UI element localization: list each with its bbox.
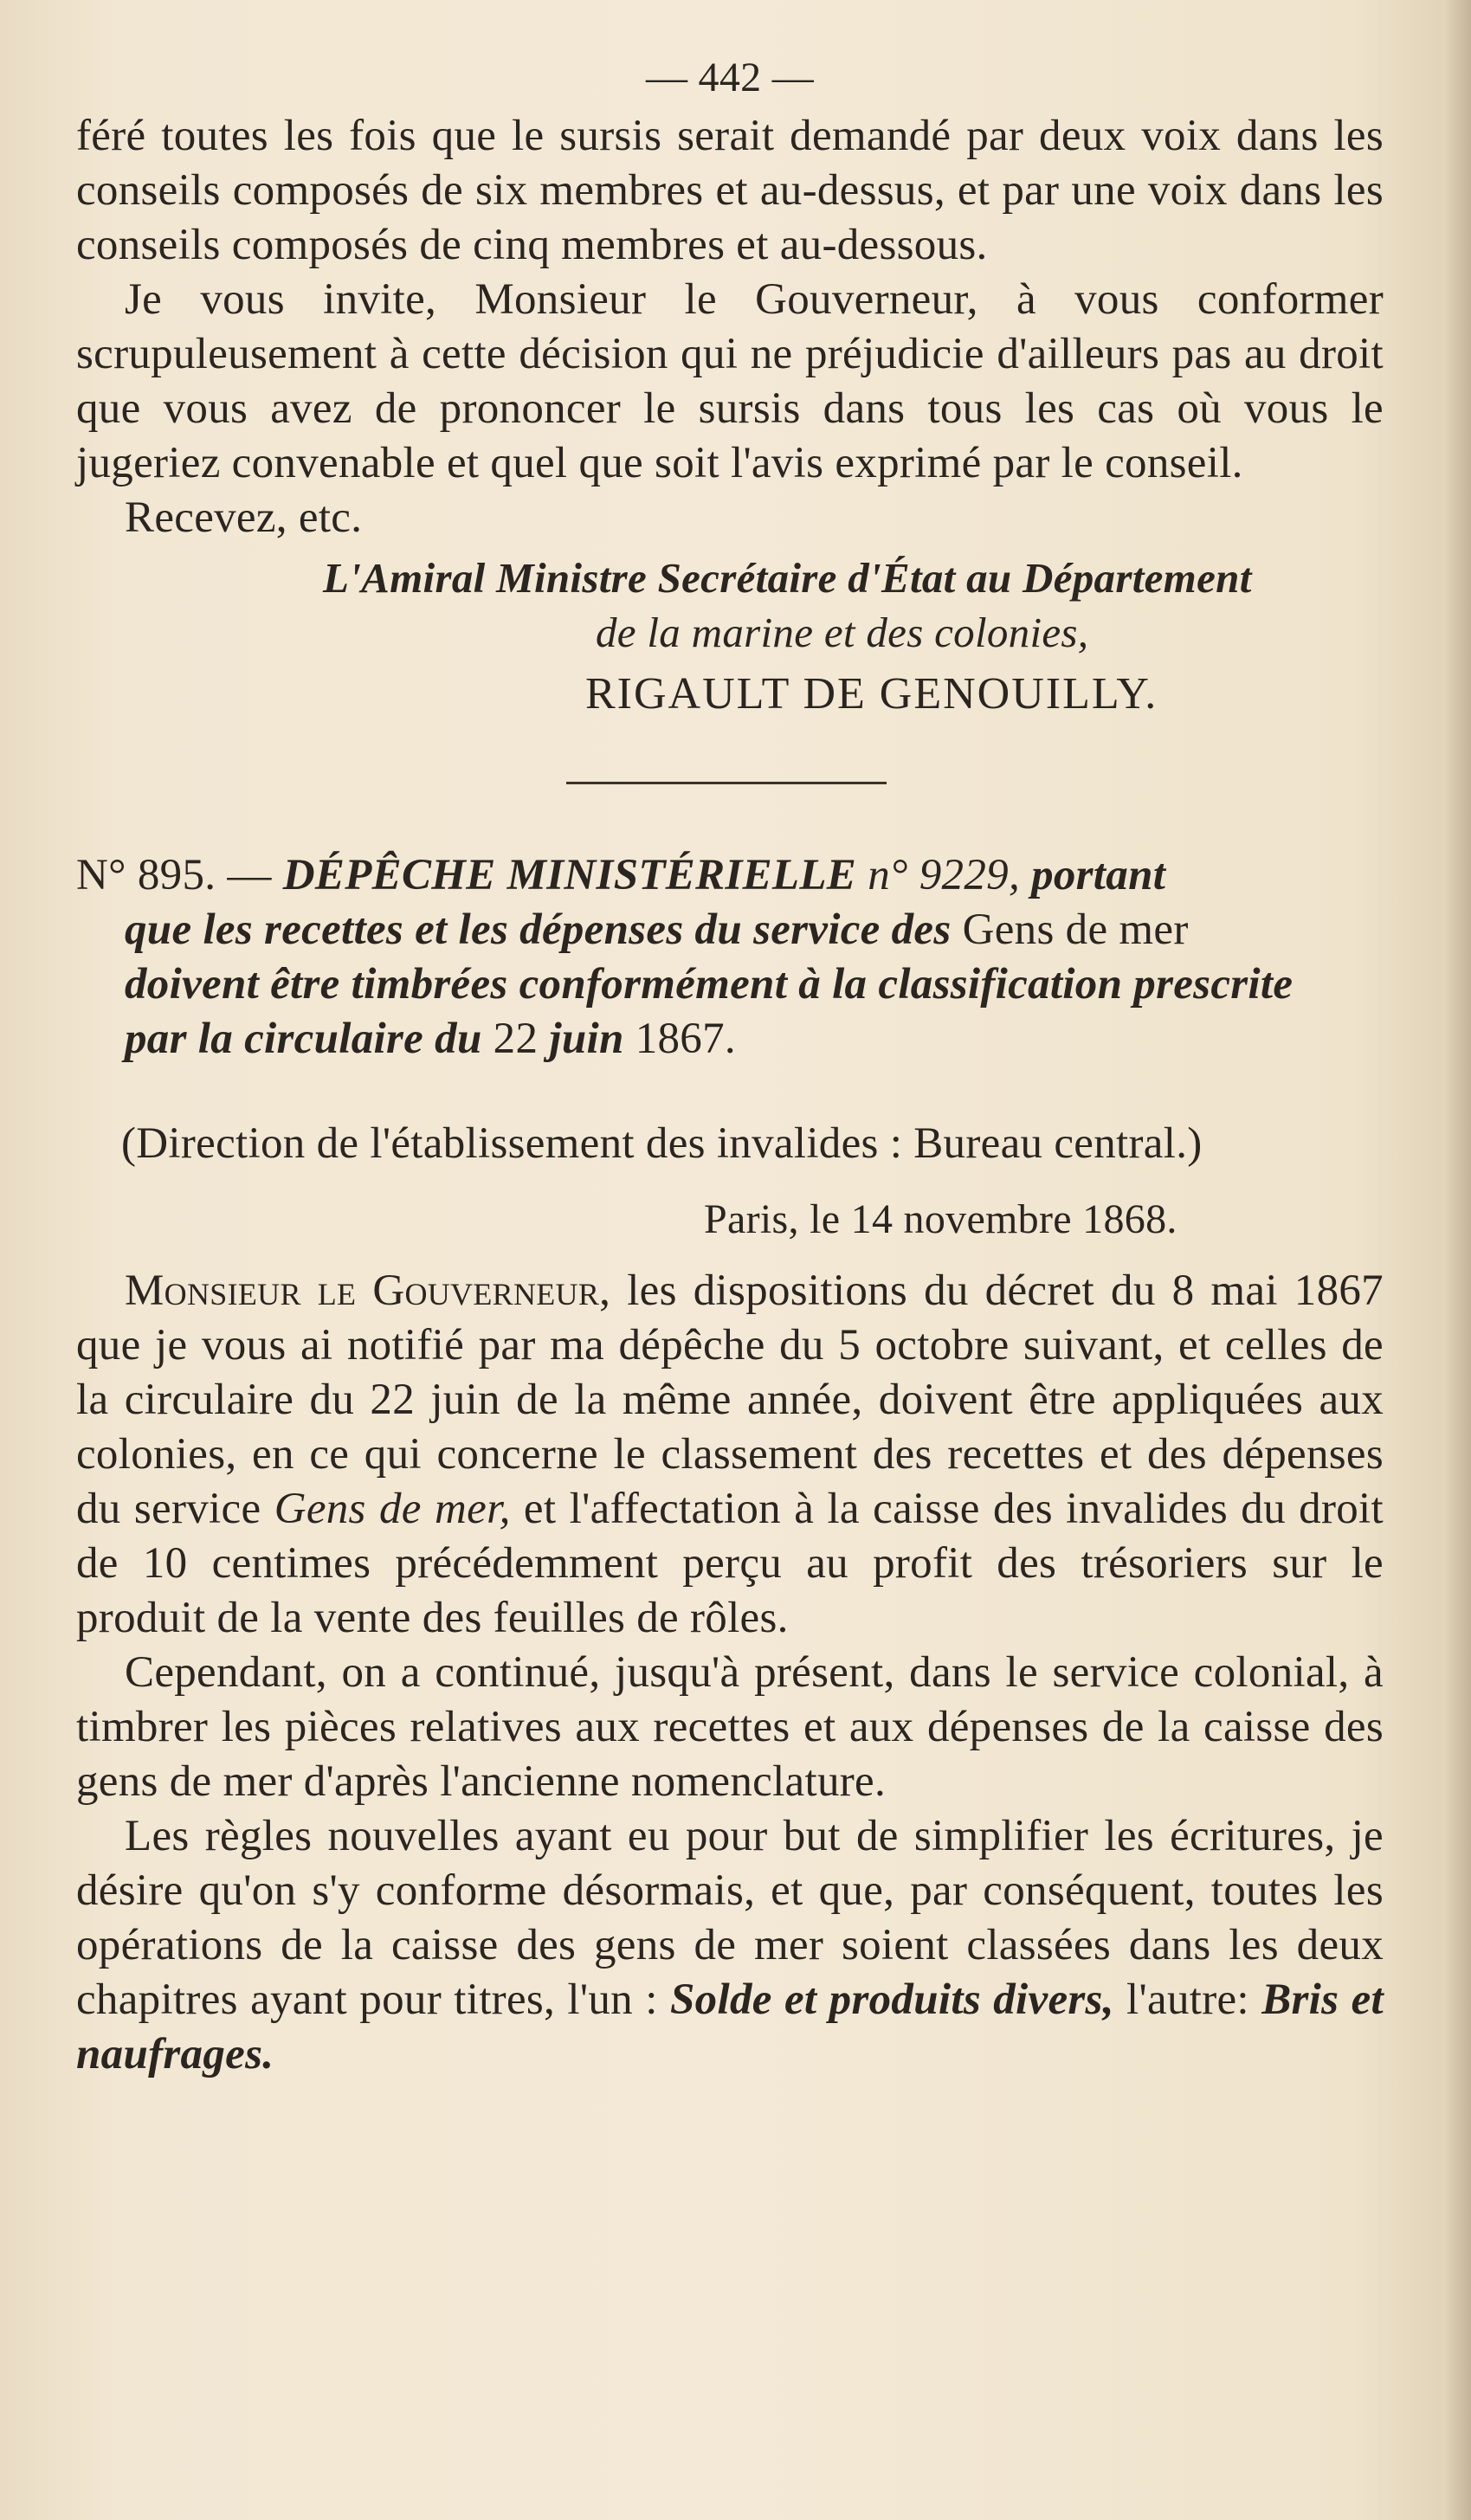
letter-paragraph-2: Cependant, on a continué, jusqu'à présent, dans le service colonial, à timbrer les pièces relatives aux recettes et aux dépenses de la caisse des gens de mer d'après l'ancienne nomenclature.: [76, 1648, 1384, 1806]
signatory-name: RIGAULT DE GENOUILLY.: [585, 669, 1158, 719]
closing-formula: Recevez, etc.: [125, 493, 363, 542]
direction-line: (Direction de l'établissement des invalides : Bureau central.): [121, 1119, 1203, 1168]
page-number: — 442 —: [645, 55, 815, 100]
page-spine-shadow: [1445, 0, 1471, 2520]
document-page: [76, 52, 1384, 2082]
subject-line-4: par la circulaire du 22 juin 1867.: [125, 1015, 736, 1063]
heading-portant: portant: [1031, 851, 1166, 899]
letter-paragraph-3: Les règles nouvelles ayant eu pour but de simplifier les écritures, je désire qu'on s'y conforme désormais, et que, par conséquent, toutes les opérations de la caisse des gens de mer soient classées dans les deux chapitres ayant pour titres, l'un : Solde et produits divers, l'autre: Bris et naufrages.: [76, 1812, 1384, 2079]
signature-block: [76, 551, 1384, 721]
document-number: N° 895. —: [76, 851, 272, 899]
letter-body: [76, 1264, 1384, 2082]
subject-line-3: doivent être timbrées conformément à la classification prescrite: [125, 960, 1294, 1009]
intro-paragraph-1: féré toutes les fois que le sursis serait demandé par deux voix dans les conseils composés de six membres et au-dessus, et par une voix dans les conseils composés de cinq membres et au-dessous.: [76, 112, 1384, 269]
section-divider: [566, 782, 887, 784]
document-subject: [76, 903, 1384, 1067]
salutation: Monsieur le Gouverneur,: [125, 1266, 611, 1315]
intro-paragraph-2: Je vous invite, Monsieur le Gouverneur, à vous conformer scrupuleusement à cette décision qui ne préjudicie d'ailleurs pas au droit que vous avez de prononcer le sursis dans tous les cas où vous le jugeriez convenable et quel que soit l'avis exprimé par le conseil.: [76, 275, 1384, 487]
document-title: DÉPÊCHE MINISTÉRIELLE: [282, 851, 857, 899]
signature-department-line: de la marine et des colonies,: [596, 609, 1089, 656]
subject-line-2: que les recettes et les dépenses du service des Gens de mer: [125, 906, 1189, 954]
document-heading: [76, 848, 1384, 903]
dateline: Paris, le 14 novembre 1868.: [704, 1196, 1177, 1242]
letter-paragraph-1: Monsieur le Gouverneur, les dispositions du décret du 8 mai 1867 que je vous ai notifié par ma dépêche du 5 octobre suivant, et celles de la circulaire du 22 juin de la même année, doivent être appliquées aux colonies, en ce qui concerne le classement des recettes et des dépenses du service Gens de mer, et l'affectation à la caisse des invalides du droit de 10 centimes précédemment perçu au profit des trésoriers sur le produit de la vente des feuilles de rôles.: [76, 1266, 1384, 1642]
dispatch-number: n° 9229,: [868, 851, 1020, 899]
signature-title-line: L'Amiral Ministre Secrétaire d'État au Département: [323, 554, 1252, 602]
